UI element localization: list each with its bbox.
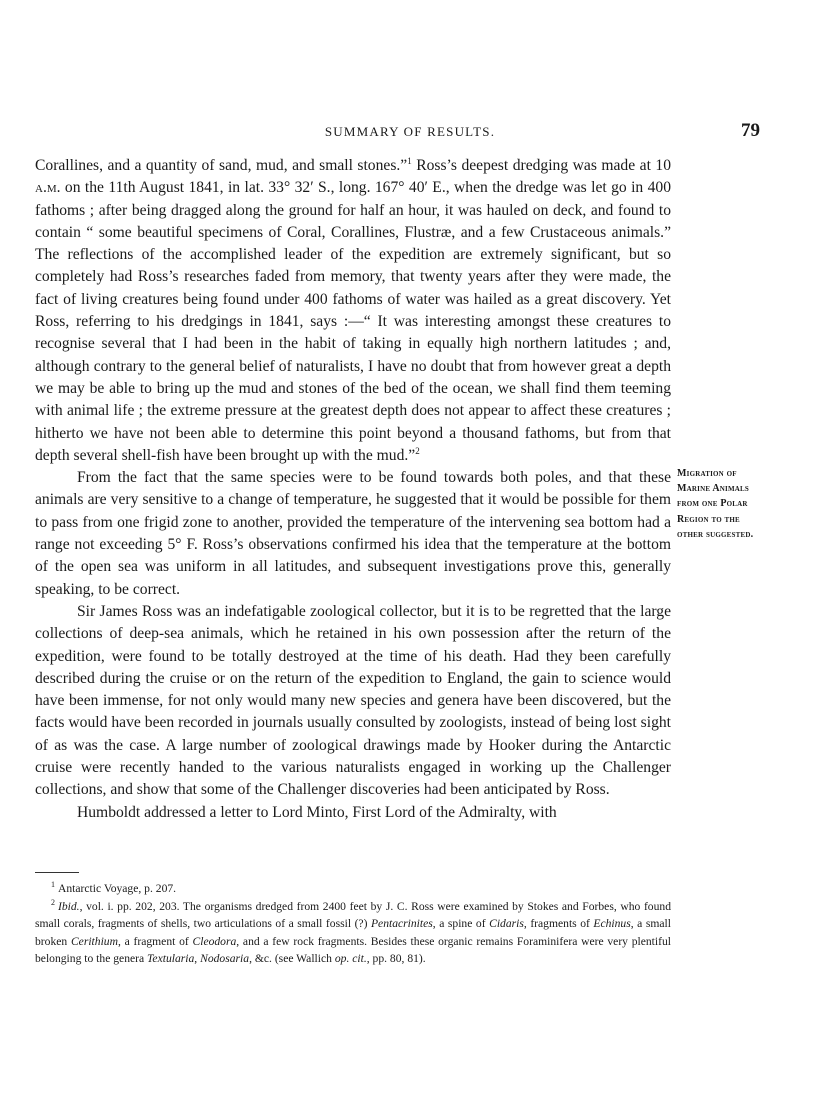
margin-note-line-1: Migration of bbox=[677, 468, 737, 479]
margin-note bbox=[677, 466, 817, 542]
page-number: 79 bbox=[741, 120, 760, 141]
footnote-2-op-cit: op. cit. bbox=[334, 952, 367, 966]
footnote-2-text-f: , and a few rock fragments. Besides these organic remains Foraminifera were very plentiful belonging to the genera bbox=[35, 934, 671, 966]
footnote-2-text-b: , a spine of bbox=[432, 917, 490, 931]
footnote-1-text: Antarctic Voyage, p. 207. bbox=[58, 882, 177, 895]
footnotes bbox=[35, 880, 671, 968]
footnote-ref-1: 1 bbox=[407, 155, 412, 166]
footnote-2-text-e: , a fragment of bbox=[117, 934, 193, 948]
margin-note-line-5: other suggested. bbox=[677, 528, 754, 540]
footnote-divider bbox=[35, 872, 79, 873]
taxon-textularia: Textularia bbox=[147, 952, 195, 966]
margin-note-line-2: Marine Animals bbox=[677, 483, 749, 495]
footnote-2-text-d: , a small broken bbox=[35, 917, 671, 948]
running-head bbox=[60, 120, 760, 142]
taxon-cleodora: Cleodora bbox=[192, 934, 237, 948]
paragraph-1-text-b: Ross’s deepest dredging was made at 10 bbox=[411, 157, 671, 174]
paragraph-2: From the fact that the same species were to be found towards both poles, and that these animals are very sensitive to a change of temperature, he suggested that it would be possible for them to pass from one frigid zone to another, provided the temperature of the intervening sea bottom had a range not exceeding 5° F. Ross’s observations confirmed his idea that the temperature at the bottom of the open sea was uniform in all latitudes, and subsequent investigations prove this, generally speaking, to be correct. bbox=[35, 469, 671, 598]
margin-note-line-3: from one Polar bbox=[677, 498, 748, 510]
footnote-2-mark: 2 bbox=[51, 897, 55, 907]
taxon-cidaris: Cidaris bbox=[489, 917, 524, 931]
footnote-2 bbox=[35, 898, 671, 968]
body-text bbox=[35, 155, 671, 824]
footnote-2-text-g: , bbox=[194, 952, 201, 966]
paragraph-1 bbox=[35, 155, 671, 467]
footnote-2-text-a: , vol. i. pp. 202, 203. The organisms dredged from 2400 feet by J. C. Ross were examined by Stokes and Forbes, who found small corals, fragments of shells, two articulations of a small fossil (?) bbox=[35, 899, 671, 931]
running-title: SUMMARY OF RESULTS. bbox=[324, 124, 496, 139]
footnote-ref-2: 2 bbox=[415, 445, 420, 456]
taxon-echinus: Echinus bbox=[593, 917, 631, 931]
footnote-2-ibid: Ibid. bbox=[58, 899, 80, 913]
footnote-2-text-c: , fragments of bbox=[523, 917, 594, 931]
margin-note-line-4: Region to the bbox=[677, 513, 740, 525]
paragraph-3: Sir James Ross was an indefatigable zoological collector, but it is to be regretted that the large collections of deep-sea animals, which he retained in his own possession after the return of the expedition, were found to be totally destroyed at the time of his death. Had they been carefully described during the cruise or on the return of the expedition to England, the gain to science would have been immense, for not only would many new species and genera have been discovered, but the facts would have been recorded in journals usually consulted by zoologists, instead of being lost sight of as was the case. A large number of zoological drawings made by Hooker during the Antarctic cruise were recently handed to the various naturalists engaged in working up the Challenger collections, and show that some of the Challenger discoveries had been anticipated by Ross. bbox=[35, 602, 671, 799]
footnote-1-mark: 1 bbox=[51, 880, 55, 890]
am-abbreviation: a.m. bbox=[35, 179, 61, 197]
taxon-pentacrinites: Pentacrinites bbox=[370, 917, 433, 931]
footnote-2-text-i: , pp. 80, 81). bbox=[366, 952, 426, 966]
footnote-1 bbox=[35, 880, 671, 898]
taxon-nodosaria: Nodosaria bbox=[200, 952, 250, 966]
taxon-cerithium: Cerithium bbox=[70, 934, 118, 948]
paragraph-1-text-a: Corallines, and a quantity of sand, mud, and small stones.” bbox=[35, 157, 408, 174]
footnote-2-text-h: , &c. (see Wallich bbox=[249, 952, 335, 966]
paragraph-1-text-c: on the 11th August 1841, in lat. 33° 32′ S., long. 167° 40′ E., when the dredge was let go in 400 fathoms ; after being dragged along the ground for half an hour, it was hauled on deck, and found to contain “ some beautiful specimens of Coral, Corallines, Flustræ, and a few Crustaceous animals.” The reflections of the accomplished leader of the expedition are extremely significant, but so completely had Ross’s researches faded from memory, that twenty years after they were made, the fact of living creatures being found under 400 fathoms of water was hailed as a great discovery. Yet Ross, referring to his dredgings in 1841, says :—“ It was interesting amongst these creatures to recognise several that I had been in the habit of taking in equally high northern latitudes ; and, although contrary to the general belief of naturalists, I have no doubt that from however great a depth we may be able to bring up the mud and stones of the bed of the ocean, we shall find them teeming with animal life ; the extreme pressure at the greatest depth does not appear to affect these creatures ; hitherto we have not been able to determine this point beyond a thousand fathoms, but from that depth several shell-fish have been brought up with the mud.” bbox=[35, 179, 671, 464]
paragraph-4: Humboldt addressed a letter to Lord Minto, First Lord of the Admiralty, with bbox=[77, 803, 557, 821]
